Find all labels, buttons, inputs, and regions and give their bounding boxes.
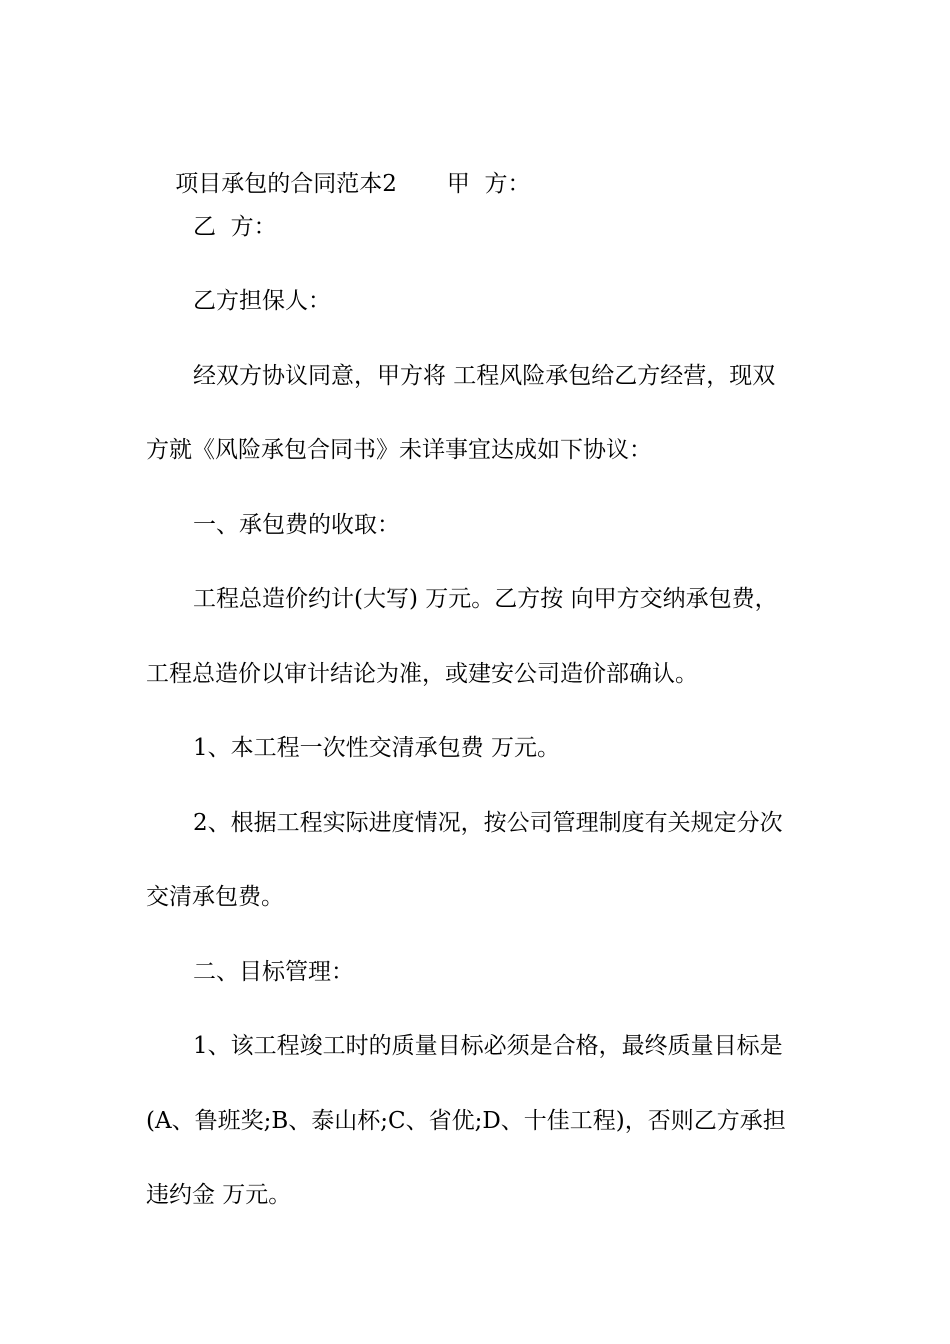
party-a-label: 甲 方： [446, 171, 531, 197]
paragraph-agreement-1: 经双方协议同意，甲方将 工程风险承包给乙方经营，现双 [193, 363, 776, 389]
clause-installment-1: 2、根据工程实际进度情况，按公司管理制度有关规定分次 [193, 810, 783, 836]
guarantor-label: 乙方担保人： [193, 288, 331, 314]
paragraph-cost-2: 工程总造价以审计结论为准，或建安公司造价部确认。 [146, 661, 698, 687]
clause-quality-3: 违约金 万元。 [146, 1182, 292, 1208]
paragraph-agreement-2: 方就《风险承包合同书》未详事宜达成如下协议： [146, 437, 652, 463]
clause-one-time-fee: 1、本工程一次性交清承包费 万元。 [193, 735, 560, 761]
paragraph-cost-1: 工程总造价约计(大写) 万元。乙方按 向甲方交纳承包费， [193, 586, 778, 612]
clause-installment-2: 交清承包费。 [146, 884, 284, 910]
document-title: 项目承包的合同范本2 [175, 171, 397, 197]
clause-quality-2: (A、鲁班奖;B、泰山杯;C、省优;D、十佳工程)，否则乙方承担 [146, 1108, 786, 1134]
clause-quality-1: 1、该工程竣工时的质量目标必须是合格，最终质量目标是 [193, 1033, 783, 1059]
party-b-label: 乙 方： [193, 214, 277, 240]
section-heading-fee: 一、承包费的收取： [193, 512, 400, 538]
section-heading-target: 二、目标管理： [193, 959, 354, 985]
